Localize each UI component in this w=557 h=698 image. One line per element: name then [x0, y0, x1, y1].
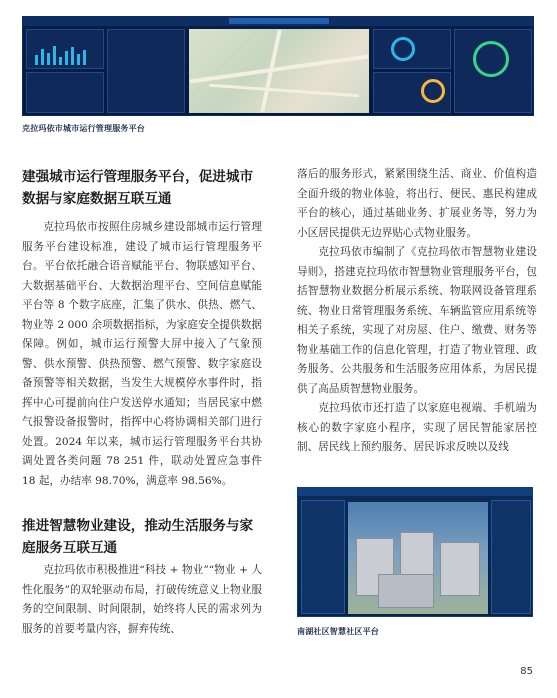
community-header-bar [298, 488, 532, 496]
dashboard-panel [107, 29, 185, 113]
right-paragraph-3: 克拉玛依市还打造了以家庭电视端、手机端为核心的数字家庭小程序，实现了居民智能家居控制、居民线上预约服务、居民诉求反映以及线 [297, 402, 537, 453]
dashboard-ring-chart [421, 79, 445, 103]
top-image-caption: 克拉玛依市城市运行管理服务平台 [22, 124, 145, 133]
left-column [22, 166, 262, 491]
right-paragraph-2: 克拉玛依市编制了《克拉玛依市智慧物业建设导则》，搭建克拉玛依市智慧物业管理服务平台，包括智慧物业数据分析展示系统、物联网设备管理系统、物业日常管理服务系统、车辆监管应用系统等相关子系统，实现了对房屋、住户、缴费、财务等物业基础工作的信息化管理，打造了物业管理、政务服务、公共服务和生活服务应用体系，为居民提供了高品质智慧物业服务。 [297, 246, 537, 395]
city-operations-dashboard-image [22, 16, 534, 116]
community-platform-image [297, 487, 533, 617]
section1-paragraph: 克拉玛依市按照住房城乡建设部城市运行管理服务平台建设标准，建设了城市运行管理服务平台。平台依托融合语音赋能平台、物联感知平台、大数据基础平台、大数据治理平台、空间信息赋能平台等 8 个数字底座，汇集了供水、供热、燃气、物业等 2 000 余项数据指标，为家庭安全提供数据保障。例如，城市运行预警大屏中接入了气象预警、供水预警、供热预警、燃气预警、数字家庭设备预警等相关数据，当发生大规模停水事件时，指挥中心可提前向住户发送停水通知；当居民家中燃气报警设备报警时，指挥中心将协调相关部门进行处置。2024 年以来，城市运行管理服务平台共协调处置各类问题 78 251 件，联动处置应急事件 18 起，办结率 98.70%，满意率 98.56%。 [22, 221, 262, 487]
section1-heading: 建强城市运行管理服务平台，促进城市数据与家庭数据互联互通 [22, 169, 254, 207]
community-3d-scene [348, 502, 488, 614]
dashboard-map [189, 29, 369, 113]
dashboard-bar-chart [33, 43, 97, 65]
bottom-image-caption: 南湖社区智慧社区平台 [297, 627, 379, 636]
section2-heading: 推进智慧物业建设，推动生活服务与家庭服务互联互通 [22, 518, 254, 556]
right-paragraph-continued: 落后的服务形式，紧紧围绕生活、商业、价值构造全面升级的物业体验，将出行、便民、惠民构建成平台的核心，通过基础业务、扩展业务等，努力为小区居民提供无边界贴心式物业服务。 [297, 168, 537, 239]
dashboard-panel [26, 72, 104, 113]
community-side-panel [491, 500, 531, 614]
dashboard-title-bar [229, 18, 329, 24]
section2-paragraph: 克拉玛依市积极推进“科技 + 物业”“物业 + 人性化服务”的双轮驱动布局，打破传统意义上物业服务的空间限制、时间限制，始终将人民的需求列为服务的首要考量内容，摒弃传统、 [22, 564, 262, 635]
dashboard-ring-chart [473, 41, 509, 77]
right-column [297, 165, 537, 458]
page-number: 85 [520, 666, 533, 677]
dashboard-ring-chart [391, 37, 415, 61]
community-side-panel [301, 500, 345, 614]
